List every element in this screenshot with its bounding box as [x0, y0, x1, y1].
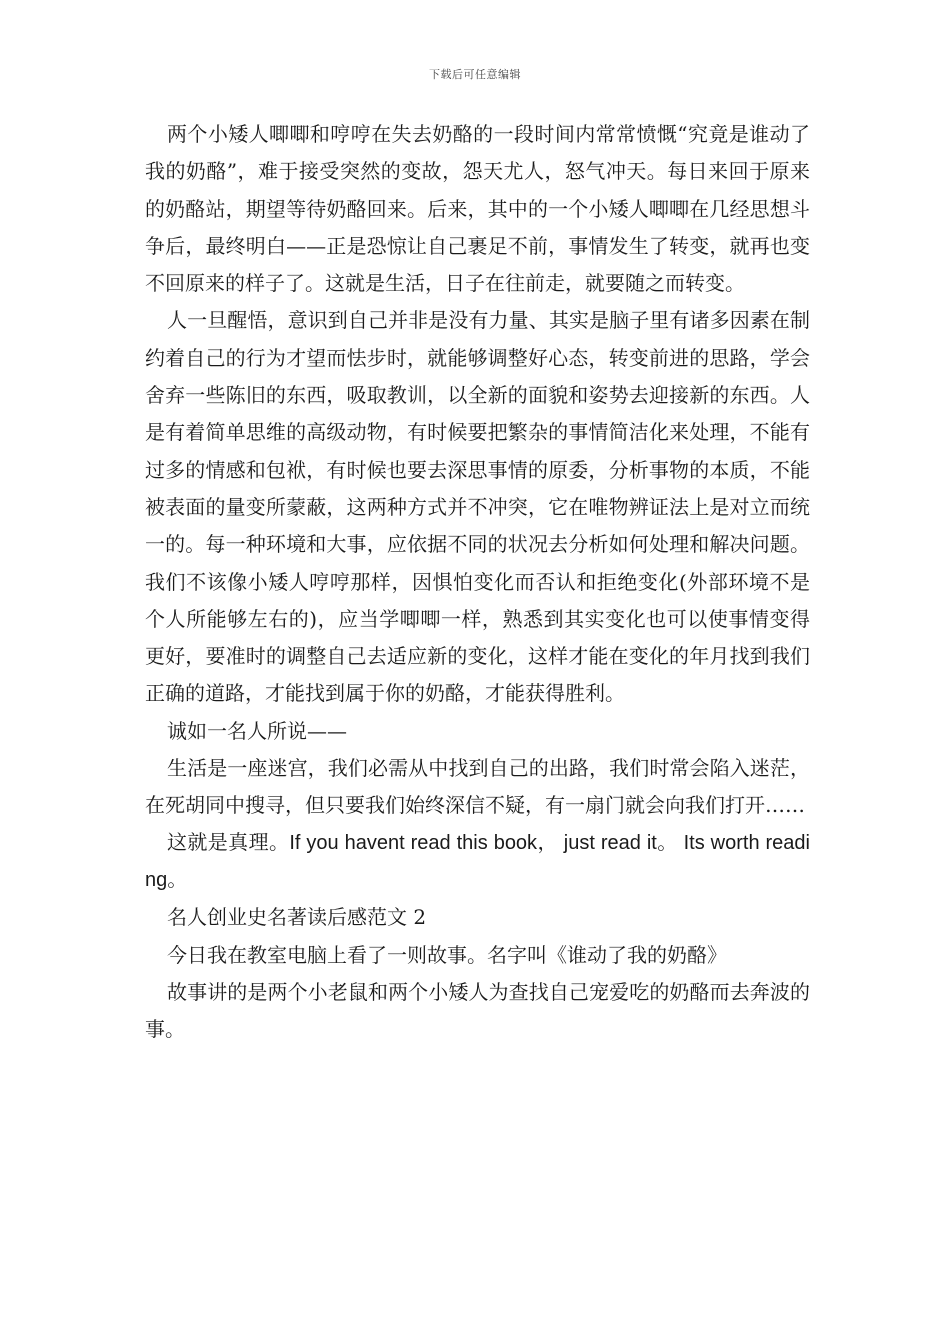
header-note: 下载后可任意编辑 [429, 68, 521, 81]
paragraph: 诚如一名人所说—— [167, 718, 347, 743]
section-heading: 名人创业史名著读后感范文 2 [167, 905, 427, 930]
paragraph: 生活是一座迷宫，我们必需从中找到自己的出路，我们时常会陷入迷茫，在死胡同中搜寻，但只要我们始终深信不疑，有一扇门就会向我们打开…… [145, 756, 810, 818]
document-body [145, 116, 810, 1048]
paragraph: 这就是真理。If you havent read this book， just read it。 Its worth reading。 [145, 831, 810, 891]
paragraph: 两个小矮人唧唧和哼哼在失去奶酪的一段时间内常常愤慨“究竟是谁动了我的奶酪”，难于接受突然的变故，怨天尤人，怒气冲天。每日来回于原来的奶酪站，期望等待奶酪回来。后来，其中的一个小矮人唧唧在几经思想斗争后，最终明白——正是恐惊让自己裹足不前，事情发生了转变，就再也变不回原来的样子了。这就是生活，日子在往前走，就要随之而转变。 [145, 122, 810, 296]
paragraph: 故事讲的是两个小老鼠和两个小矮人为查找自己宠爱吃的奶酪而去奔波的事。 [145, 979, 810, 1042]
paragraph: 今日我在教室电脑上看了一则故事。名字叫《谁动了我的奶酪》 [167, 942, 727, 967]
paragraph: 人一旦醒悟，意识到自己并非是没有力量、其实是脑子里有诸多因素在制约着自己的行为才望而怯步时，就能够调整好心态，转变前进的思路，学会舍弃一些陈旧的东西，吸取教训，以全新的面貌和姿势去迎接新的东西。人是有着简单思维的高级动物，有时候要把繁杂的事情简洁化来处理，不能有过多的情感和包袱，有时候也要去深思事情的原委，分析事物的本质，不能被表面的量变所蒙蔽，这两种方式并不冲突，它在唯物辨证法上是对立而统一的。每一种环境和大事，应依据不同的状况去分析如何处理和解决问题。我们不该像小矮人哼哼那样，因惧怕变化而否认和拒绝变化(外部环境不是个人所能够左右的)，应当学唧唧一样，熟悉到其实变化也可以使事情变得更好，要准时的调整自己去适应新的变化，这样才能在变化的年月找到我们正确的道路，才能找到属于你的奶酪，才能获得胜利。 [145, 308, 810, 706]
